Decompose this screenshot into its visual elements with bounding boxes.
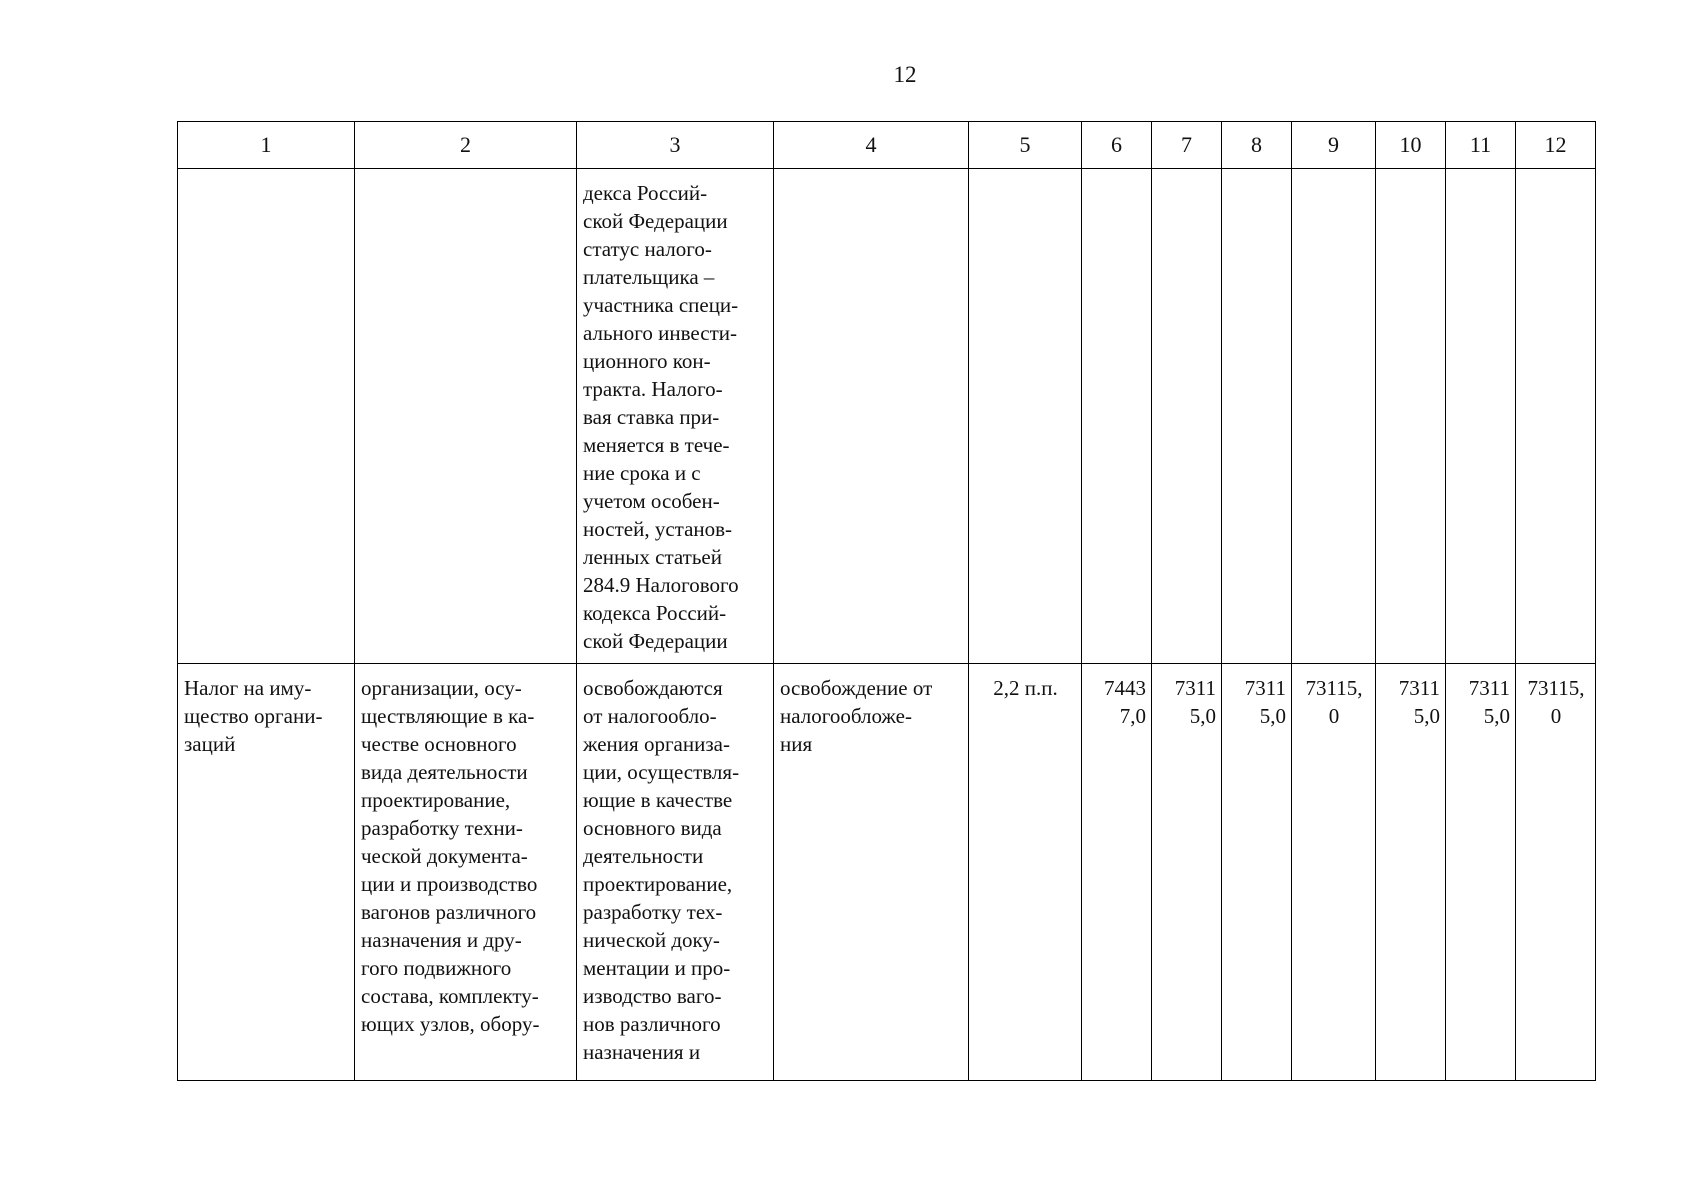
header-cell: 12 <box>1516 122 1596 169</box>
value-cell: 7443 7,0 <box>1082 664 1152 1081</box>
value-cell: 7311 5,0 <box>1376 664 1446 1081</box>
value-cell <box>1516 169 1596 664</box>
rate-cell: 2,2 п.п. <box>969 664 1082 1081</box>
header-cell: 1 <box>178 122 355 169</box>
table-header-row <box>178 122 1596 169</box>
category-cell <box>355 169 577 664</box>
benefit-type-cell: освобождение от налогообложе- ния <box>774 664 969 1081</box>
header-cell: 10 <box>1376 122 1446 169</box>
value-cell <box>1292 169 1376 664</box>
header-cell: 2 <box>355 122 577 169</box>
header-cell: 7 <box>1152 122 1222 169</box>
page-number: 12 <box>893 62 917 87</box>
header-cell: 4 <box>774 122 969 169</box>
value-cell: 73115, 0 <box>1516 664 1596 1081</box>
tax-name-cell: Налог на иму- щество органи- заций <box>178 664 355 1081</box>
header-cell: 6 <box>1082 122 1152 169</box>
header-cell: 11 <box>1446 122 1516 169</box>
value-cell: 7311 5,0 <box>1152 664 1222 1081</box>
header-cell: 3 <box>577 122 774 169</box>
header-cell: 8 <box>1222 122 1292 169</box>
tax-name-cell <box>178 169 355 664</box>
conditions-cell: освобождаются от налогообло- жения организа- ции, осуществля- ющие в качестве основного вида деятельности проектирование, разработку тех- нической доку- ментации и про- изводство ваго- нов различного назначения и <box>577 664 774 1081</box>
value-cell <box>1376 169 1446 664</box>
header-cell: 5 <box>969 122 1082 169</box>
value-cell: 73115, 0 <box>1292 664 1376 1081</box>
value-cell <box>1082 169 1152 664</box>
value-cell <box>1152 169 1222 664</box>
table-row <box>178 169 1596 664</box>
benefit-type-cell <box>774 169 969 664</box>
table-row <box>178 664 1596 1081</box>
header-cell: 9 <box>1292 122 1376 169</box>
category-cell: организации, осу- ществляющие в ка- честве основного вида деятельности проектирование, разработку техни- ческой документа- ции и производство вагонов различного назначения и дру- гого подвижного состава, комплекту- ющих узлов, обору- <box>355 664 577 1081</box>
benefits-table <box>177 121 1596 1081</box>
value-cell <box>1446 169 1516 664</box>
value-cell: 7311 5,0 <box>1222 664 1292 1081</box>
value-cell <box>1222 169 1292 664</box>
value-cell: 7311 5,0 <box>1446 664 1516 1081</box>
conditions-cell: декса Россий- ской Федерации статус налого- плательщика – участника специ- ального инвести- ционного кон- тракта. Налого- вая ставка при- меняется в тече- ние срока и с учетом особен- ностей, установ- ленных статьей 284.9 Налогового кодекса Россий- ской Федерации <box>577 169 774 664</box>
rate-cell <box>969 169 1082 664</box>
